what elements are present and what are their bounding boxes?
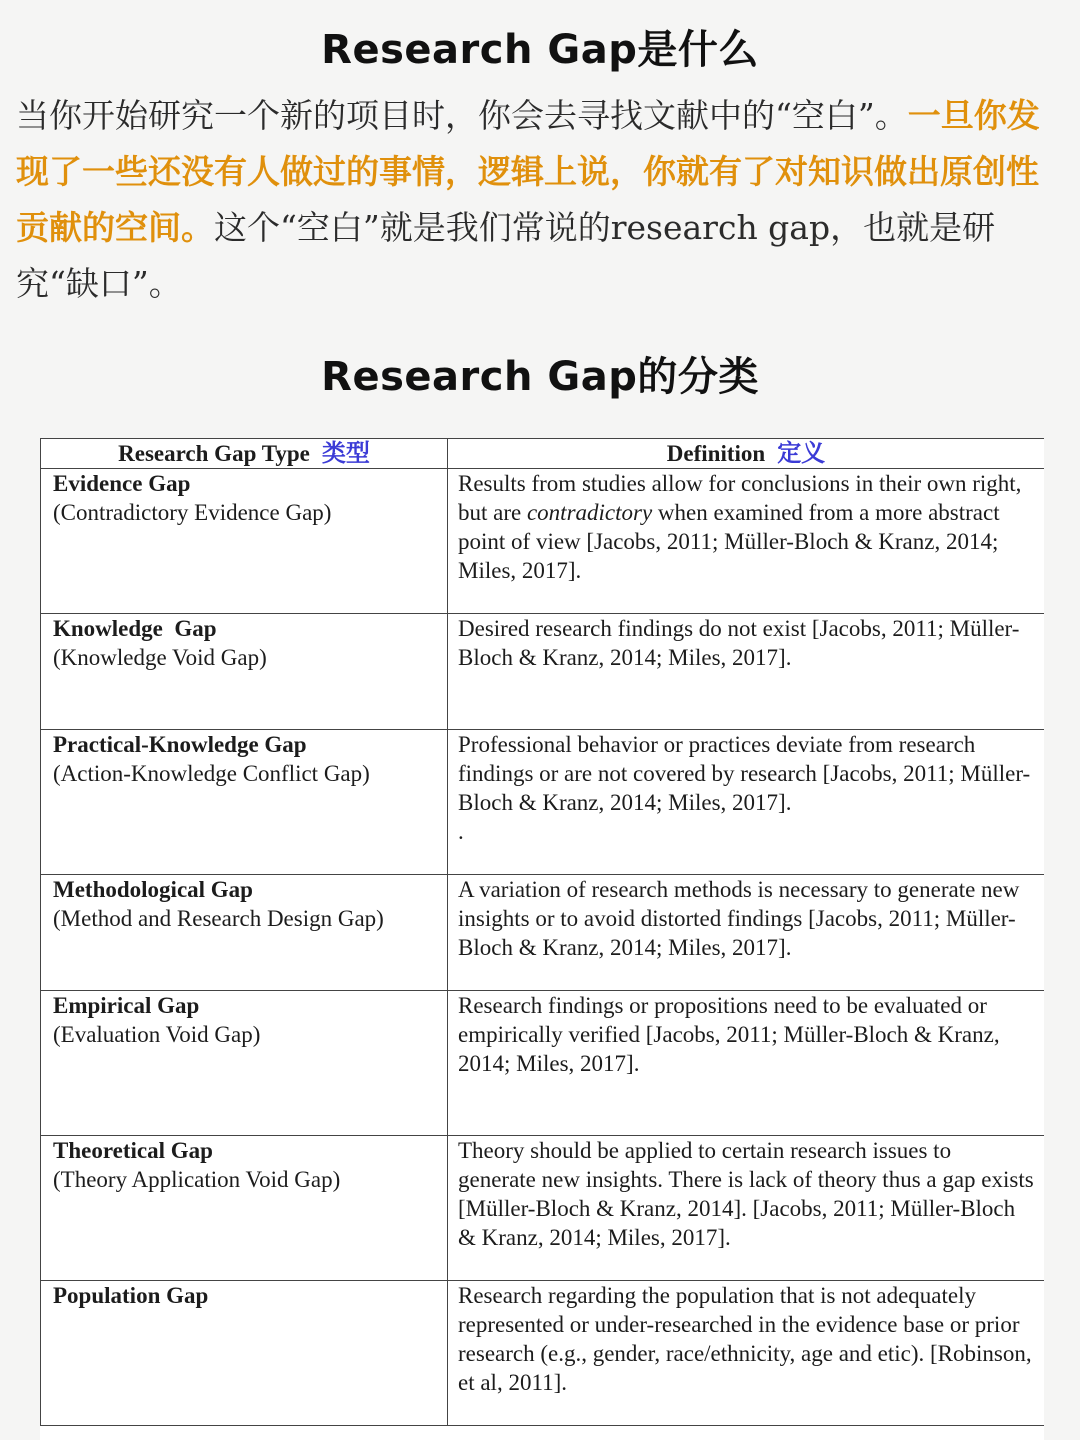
table-row	[41, 1136, 1045, 1281]
def-extra: .	[458, 819, 464, 844]
gap-name: Population Gap	[53, 1283, 209, 1308]
gap-name: Empirical Gap	[53, 993, 200, 1018]
gap-alt-name: (Evaluation Void Gap)	[53, 1022, 261, 1047]
gap-name: Knowledge Gap	[53, 616, 217, 641]
header-def-label: Definition	[666, 441, 766, 466]
def-text: Professional behavior or practices deviate from research findings or are not covered by research [Jacobs, 2011; Müller-Bloch & Kranz, 2014; Miles, 2017].	[458, 732, 1031, 815]
intro-paragraph	[16, 88, 1068, 312]
header-type-cn: 类型	[321, 439, 370, 467]
intro-text: 当你开始研究一个新的项目时，你会去寻找文献中的“空白”。	[16, 96, 908, 135]
gap-type-cell	[41, 614, 448, 730]
gap-type-cell	[41, 875, 448, 991]
gap-types-table	[40, 438, 1044, 1426]
gap-definition	[448, 730, 1045, 875]
table-row	[41, 1281, 1045, 1426]
gap-definition: Research findings or propositions need to be evaluated or empirically verified [Jacobs, 2011; Müller-Bloch & Kranz, 2014; Miles, 2017].	[448, 991, 1045, 1136]
page-title: Research Gap是什么	[321, 27, 759, 73]
header-type-label: Research Gap Type	[118, 441, 310, 466]
gap-name: Practical-Knowledge Gap	[53, 732, 307, 757]
gap-definition: Research regarding the population that is not adequately represented or under-researched in the evidence base or prior research (e.g., gender, race/ethnicity, age and etic). [Robinson, et al, 2011].	[448, 1281, 1045, 1426]
table-header-row	[41, 439, 1045, 469]
header-type	[41, 439, 448, 469]
gap-definition: A variation of research methods is necessary to generate new insights or to avoid distorted findings [Jacobs, 2011; Müller-Bloch & Kranz, 2014; Miles, 2017].	[448, 875, 1045, 991]
header-definition	[448, 439, 1045, 469]
gap-table-container	[40, 438, 1044, 1440]
def-emphasis: contradictory	[526, 500, 653, 525]
gap-alt-name: (Knowledge Void Gap)	[53, 645, 267, 670]
def-text: Results from studies allow for conclusions in their own right, but are	[458, 471, 1022, 525]
gap-type-cell	[41, 730, 448, 875]
section-title: Research Gap的分类	[321, 354, 759, 400]
gap-type-cell	[41, 991, 448, 1136]
gap-alt-name: (Action-Knowledge Conflict Gap)	[53, 761, 370, 786]
def-text-end: when examined from a more abstract point of view [Jacobs, 2011; Müller-Bloch & Kranz, 2014; Miles, 2017].	[458, 500, 1000, 583]
table-row	[41, 730, 1045, 875]
gap-type-cell	[41, 469, 448, 614]
table-row	[41, 875, 1045, 991]
table-row	[41, 991, 1045, 1136]
header-def-cn: 定义	[777, 439, 826, 467]
table-row	[41, 614, 1045, 730]
gap-name: Evidence Gap	[53, 471, 191, 496]
table-row	[41, 469, 1045, 614]
gap-definition: Desired research findings do not exist [Jacobs, 2011; Müller-Bloch & Kranz, 2014; Miles, 2017].	[448, 614, 1045, 730]
gap-name: Methodological Gap	[53, 877, 253, 902]
gap-alt-name: (Theory Application Void Gap)	[53, 1167, 341, 1192]
gap-name: Theoretical Gap	[53, 1138, 213, 1163]
gap-alt-name: (Method and Research Design Gap)	[53, 906, 384, 931]
intro-highlight: 一旦你发现了一些还没有人做过的事情，逻辑上说，你就有了对知识做出原创性贡献的空间。	[16, 96, 1040, 247]
gap-definition: Theory should be applied to certain research issues to generate new insights. There is lack of theory thus a gap exists [Müller-Bloch & Kranz, 2014]. [Jacobs, 2011; Müller-Bloch & Kranz, 2014; Miles, 2017].	[448, 1136, 1045, 1281]
gap-definition	[448, 469, 1045, 614]
gap-type-cell	[41, 1136, 448, 1281]
gap-type-cell	[41, 1281, 448, 1426]
gap-alt-name: (Contradictory Evidence Gap)	[53, 500, 332, 525]
intro-text-end: 这个“空白”就是我们常说的research gap，也就是研究“缺口”。	[16, 208, 996, 303]
